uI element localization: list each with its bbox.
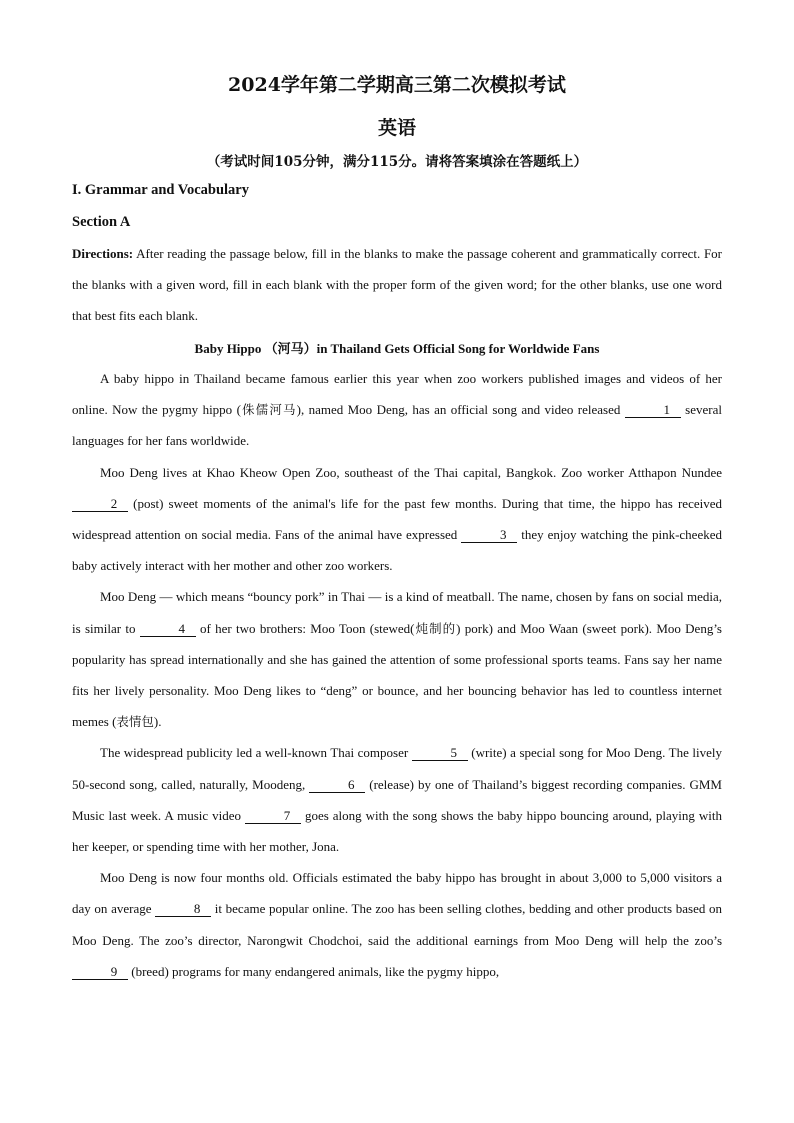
exam-note: （考试时间105分钟，满分115分。请将答案填涂在答题纸上） [206,154,588,170]
p1-text-c: several languages for her fans worldwide. [72,402,722,449]
p3-text-a: Moo Deng — which means “bouncy pork” in Thai — is a kind of meatball. The name, chosen by fans on social media, is similar to [72,589,722,636]
p5-text-c: (breed) programs for many endangered animals, like the pygmy hippo, [128,963,500,979]
blank-7[interactable]: 7 [245,808,301,824]
p3-text-b: of her two brothers: Moo Toon (stewed( [195,620,415,636]
p2-text-c: they enjoy watching the pink-cheeked baby actively interact with her mother and other zoo workers. [72,527,722,574]
p3-chinese-gloss-2: 表情包 [116,714,154,730]
blank-1[interactable]: 1 [625,402,681,418]
p4-text-c: (release) by one of Thailand’s biggest recording companies. GMM Music last week. A music video [72,776,722,823]
p3-chinese-gloss-1: 炖制的 [414,620,457,636]
paragraph-1 [72,363,722,457]
p3-text-c: ) pork) and Moo Waan (sweet pork). Moo Deng’s popularity has spread internationally and she has gained the attention of some professional sports teams. Fans say her name fits her lively personality. Moo Deng likes to “deng” or bounce, and her bouncing behavior has led to countless internet memes ( [72,620,722,730]
blank-2[interactable]: 2 [72,496,128,512]
p4-text-b: (write) a special song for Moo Deng. The lively 50-second song, called, naturally, Moodeng, [72,745,722,792]
blank-9[interactable]: 9 [72,964,128,980]
blank-8[interactable]: 8 [155,901,211,917]
blank-4[interactable]: 4 [140,621,196,637]
p5-text-b: it became popular online. The zoo has been selling clothes, bedding and other products based on Moo Deng. The zoo’s director, Narongwit Chodchoi, said the additional earnings from Moo Deng will help the zoo’s [72,901,722,948]
p3-text-d: ). [153,714,162,730]
blank-6[interactable]: 6 [309,777,365,793]
exam-title: 2024学年第二学期高三第二次模拟考试 [228,74,566,96]
paragraph-5 [72,862,722,987]
directions-label: Directions: [72,246,134,261]
p4-text-d: goes along with the song shows the baby hippo bouncing around, playing with her keeper, or spending time with her mother, Jona. [72,807,722,855]
p1-text-a: A baby hippo in Thailand became famous earlier this year when zoo workers published images and videos of her online. Now the pygmy hippo ( [72,371,722,418]
p2-text-a: Moo Deng lives at Khao Kheow Open Zoo, southeast of the Thai capital, Bangkok. Zoo worker Atthapon Nundee [100,464,722,480]
blank-5[interactable]: 5 [412,745,468,761]
paragraph-2 [72,457,722,582]
p2-text-b: (post) sweet moments of the animal's life for the past few months. During that time, the hippo has received widespread attention on social media. Fans of the animal have expressed [72,495,722,543]
p4-text-a: The widespread publicity led a well-known Thai composer [100,745,412,761]
p1-chinese-gloss: 侏儒河马 [240,402,297,418]
p1-text-b: ), named Moo Deng, has an official song and video released [296,402,625,418]
passage-body [72,363,722,987]
section-heading: Section A [72,214,131,230]
passage-title: Baby Hippo （河马）in Thailand Gets Official Song for Worldwide Fans [194,341,600,356]
paragraph-3 [72,581,722,737]
directions-text: After reading the passage below, fill in the blanks to make the passage coherent and grammatically correct. For the blanks with a given word, fill in each blank with the proper form of the given word; for the other blanks, use one word that best fits each blank. [72,246,722,323]
blank-3[interactable]: 3 [461,527,517,543]
part-heading: I. Grammar and Vocabulary [72,182,249,198]
p5-text-a: Moo Deng is now four months old. Officials estimated the baby hippo has brought in about 3,000 to 5,000 visitors a day on average [72,870,722,917]
paragraph-4 [72,737,722,862]
directions [72,238,722,331]
exam-subject: 英语 [377,117,416,139]
